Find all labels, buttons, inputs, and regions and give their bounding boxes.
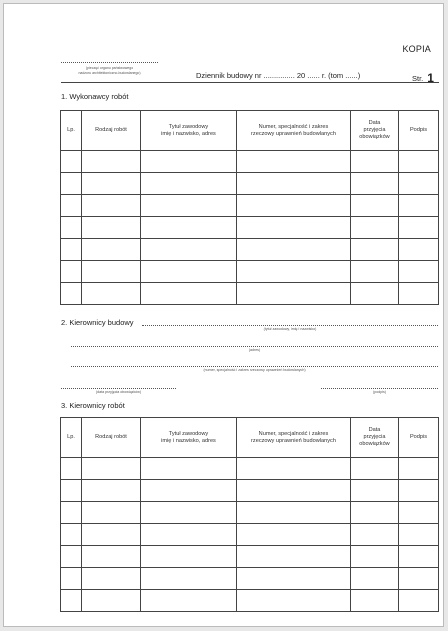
caption-signature: (podpis) bbox=[373, 390, 386, 394]
form-page bbox=[3, 3, 444, 627]
header-name bbox=[141, 418, 237, 458]
table-row bbox=[61, 151, 439, 173]
table-row bbox=[61, 480, 439, 502]
header-date-line2: przyjęcia bbox=[363, 434, 386, 441]
table-row bbox=[61, 239, 439, 261]
header-name-line2: imię i nazwisko, adres bbox=[161, 130, 216, 137]
date-line bbox=[61, 388, 176, 389]
stamp-caption-line2: nadzoru architektoniczno-budowlanego) bbox=[78, 70, 141, 75]
works-managers-table bbox=[60, 417, 439, 612]
section-2-title: 2. Kierownicy budowy bbox=[61, 318, 134, 327]
header-date-line3: obowiązków bbox=[359, 440, 390, 447]
table-row bbox=[61, 195, 439, 217]
table-row bbox=[61, 261, 439, 283]
site-manager-name-line bbox=[142, 325, 438, 326]
header-license bbox=[237, 111, 351, 151]
header-lp: Lp. bbox=[61, 418, 82, 458]
license-line bbox=[71, 366, 438, 367]
signature-line bbox=[321, 388, 438, 389]
header-name bbox=[141, 111, 237, 151]
section-1-title: 1. Wykonawcy robót bbox=[61, 92, 129, 101]
table-header-row bbox=[61, 111, 439, 151]
address-line bbox=[71, 346, 438, 347]
stamp-caption-line1: (pieczęć organu państwowego bbox=[85, 66, 134, 70]
header-work-type: Rodzaj robót bbox=[82, 418, 141, 458]
page-label: Str. bbox=[412, 74, 424, 83]
table-row bbox=[61, 458, 439, 480]
stamp-caption bbox=[61, 66, 158, 75]
header-lp: Lp. bbox=[61, 111, 82, 151]
header-license-line2: rzeczowy uprawnień budowlanych bbox=[251, 437, 336, 444]
header-license-line2: rzeczowy uprawnień budowlanych bbox=[251, 130, 336, 137]
header-date-line3: obowiązków bbox=[359, 133, 390, 140]
header-date-line2: przyjęcia bbox=[363, 127, 386, 134]
table-row bbox=[61, 217, 439, 239]
header-license bbox=[237, 418, 351, 458]
caption-title: (tytuł zawodowy, imię i nazwisko) bbox=[263, 327, 317, 331]
page-number: 1 bbox=[427, 71, 434, 85]
header-date bbox=[351, 418, 399, 458]
caption-address: (adres) bbox=[248, 348, 261, 352]
table-row bbox=[61, 502, 439, 524]
copy-label: KOPIA bbox=[402, 44, 431, 54]
header-signature: Podpis bbox=[399, 418, 439, 458]
header-license-line1: Numer, specjalność i zakres bbox=[258, 430, 329, 437]
header-name-line2: imię i nazwisko, adres bbox=[161, 437, 216, 444]
header-name-line1: Tytuł zawodowy bbox=[168, 123, 209, 130]
table-row bbox=[61, 173, 439, 195]
contractors-table bbox=[60, 110, 439, 305]
table-row bbox=[61, 283, 439, 305]
header-name-line1: Tytuł zawodowy bbox=[168, 430, 209, 437]
table-row bbox=[61, 590, 439, 612]
table-row bbox=[61, 568, 439, 590]
journal-number-line: Dziennik budowy nr ............... 20 ...... r. (tom ......) bbox=[196, 71, 361, 80]
header-work-type: Rodzaj robót bbox=[82, 111, 141, 151]
caption-license: (numer, specjalność i zakres rzeczowy uprawnień budowlanych) bbox=[203, 368, 306, 372]
table-row bbox=[61, 524, 439, 546]
section-3-title: 3. Kierownicy robót bbox=[61, 401, 125, 410]
header-license-line1: Numer, specjalność i zakres bbox=[258, 123, 329, 130]
header-date-line1: Data bbox=[368, 427, 381, 434]
table-header-row bbox=[61, 418, 439, 458]
header-divider bbox=[61, 82, 439, 83]
header-date-line1: Data bbox=[368, 120, 381, 127]
header-date bbox=[351, 111, 399, 151]
stamp-line bbox=[61, 62, 158, 63]
header-signature: Podpis bbox=[399, 111, 439, 151]
caption-date: (data przyjęcia obowiązków) bbox=[95, 390, 142, 394]
table-row bbox=[61, 546, 439, 568]
